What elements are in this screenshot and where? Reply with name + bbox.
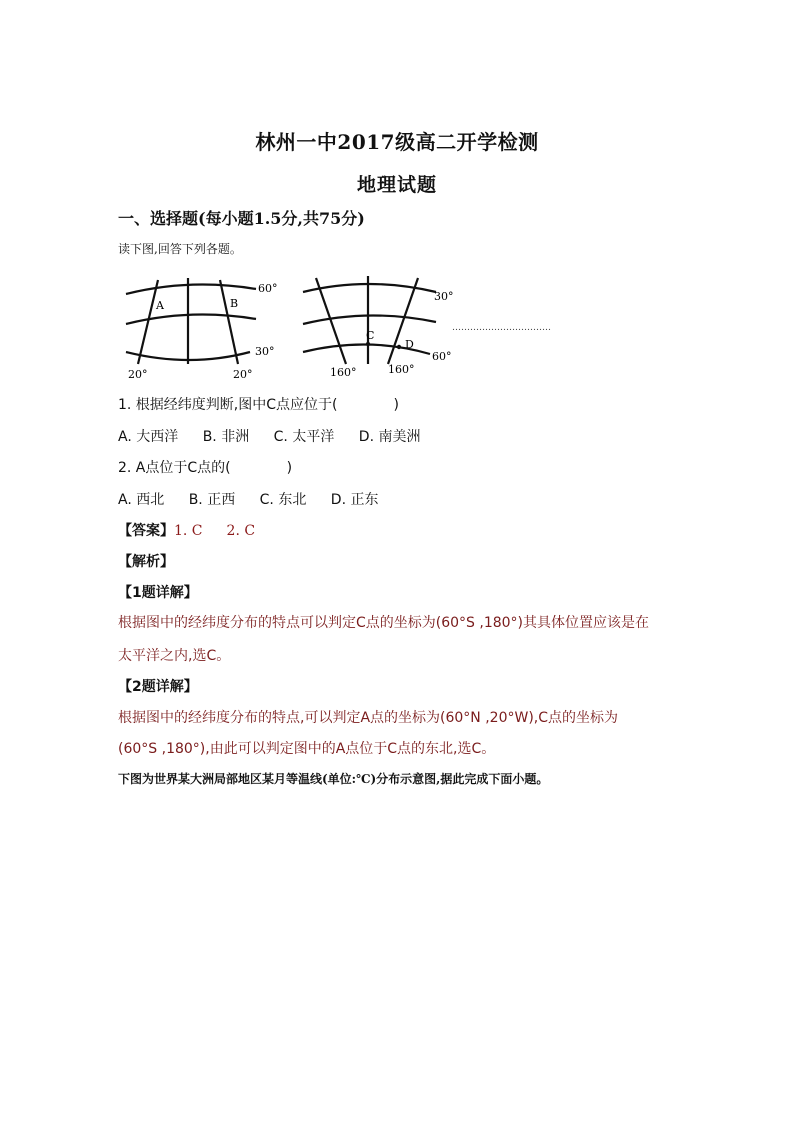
point-label-a: A	[156, 299, 164, 312]
answer-label: 【答案】	[118, 523, 174, 539]
point-d-marker	[397, 345, 401, 349]
page-title: 林州一中2017级高二开学检测	[255, 130, 539, 154]
question-1-option-b[interactable]: B. 非洲	[202, 429, 250, 445]
detail-1-line-1: 根据图中的经纬度分布的特点可以判定C点的坐标为(60°S ,180°)其具体位置应该是在	[118, 615, 650, 631]
right-longitude-line-3	[388, 278, 418, 364]
question-2-option-c[interactable]: C. 东北	[259, 492, 307, 508]
question-2-stem: 2. A点位于C点的( )	[118, 460, 293, 476]
right-label-lon-left: 160°	[330, 366, 357, 379]
question-1-stem: 1. 根据经纬度判断,图中C点应位于( )	[118, 397, 399, 413]
left-latitude-line-middle	[126, 315, 256, 324]
right-label-lat-top: 30°	[434, 290, 454, 303]
analysis-label: 【解析】	[118, 554, 174, 570]
right-label-lon-right: 160°	[388, 363, 415, 376]
left-label-lon-right: 20°	[233, 368, 253, 381]
question-1-option-c[interactable]: C. 太平洋	[273, 429, 335, 445]
point-label-d: D	[405, 338, 414, 351]
question-1-option-a[interactable]: A. 大西洋	[118, 429, 179, 445]
question-1-options	[118, 426, 440, 446]
detail-2-label: 【2题详解】	[118, 679, 198, 695]
left-label-lat-bottom: 30°	[255, 345, 275, 358]
dotted-line: ……………………………	[452, 323, 551, 333]
detail-2-line-1: 根据图中的经纬度分布的特点,可以判定A点的坐标为(60°N ,20°W),C点的坐标为	[118, 710, 619, 726]
answer-value-1: 1. C	[174, 523, 203, 539]
latitude-longitude-figure	[118, 272, 598, 384]
right-label-lat-bottom: 60°	[432, 350, 452, 363]
intro-text: 读下图,回答下列各题。	[118, 242, 242, 256]
detail-2-line-2: (60°S ,180°),由此可以判定图中的A点位于C点的东北,选C。	[118, 741, 496, 757]
right-grid-map	[303, 276, 436, 364]
detail-1-line-2: 太平洋之内,选C。	[118, 648, 231, 664]
page-subtitle: 地理试题	[356, 174, 437, 196]
point-label-c: C	[366, 329, 375, 342]
question-2-option-b[interactable]: B. 正西	[188, 492, 236, 508]
next-figure-note: 下图为世界某大洲局部地区某月等温线(单位:℃)分布示意图,据此完成下面小题。	[118, 772, 549, 786]
left-longitude-line-3	[220, 280, 238, 364]
question-2-options	[118, 489, 398, 509]
detail-1-label: 【1题详解】	[118, 585, 198, 601]
left-grid-map	[126, 278, 256, 364]
left-longitude-line-1	[138, 280, 158, 364]
left-latitude-line-top	[126, 285, 256, 294]
question-1-option-d[interactable]: D. 南美洲	[358, 429, 421, 445]
question-2-option-d[interactable]: D. 正东	[330, 492, 379, 508]
left-label-lon-left: 20°	[128, 368, 148, 381]
answer-value-2: 2. C	[226, 523, 256, 539]
section-heading: 一、选择题(每小题1.5分,共75分)	[118, 209, 365, 228]
question-2-option-a[interactable]: A. 西北	[118, 492, 165, 508]
point-c-marker	[366, 342, 370, 346]
point-label-b: B	[230, 297, 239, 310]
answer-line	[118, 520, 255, 540]
left-label-lat-top: 60°	[258, 282, 278, 295]
right-latitude-line-middle	[303, 315, 436, 324]
